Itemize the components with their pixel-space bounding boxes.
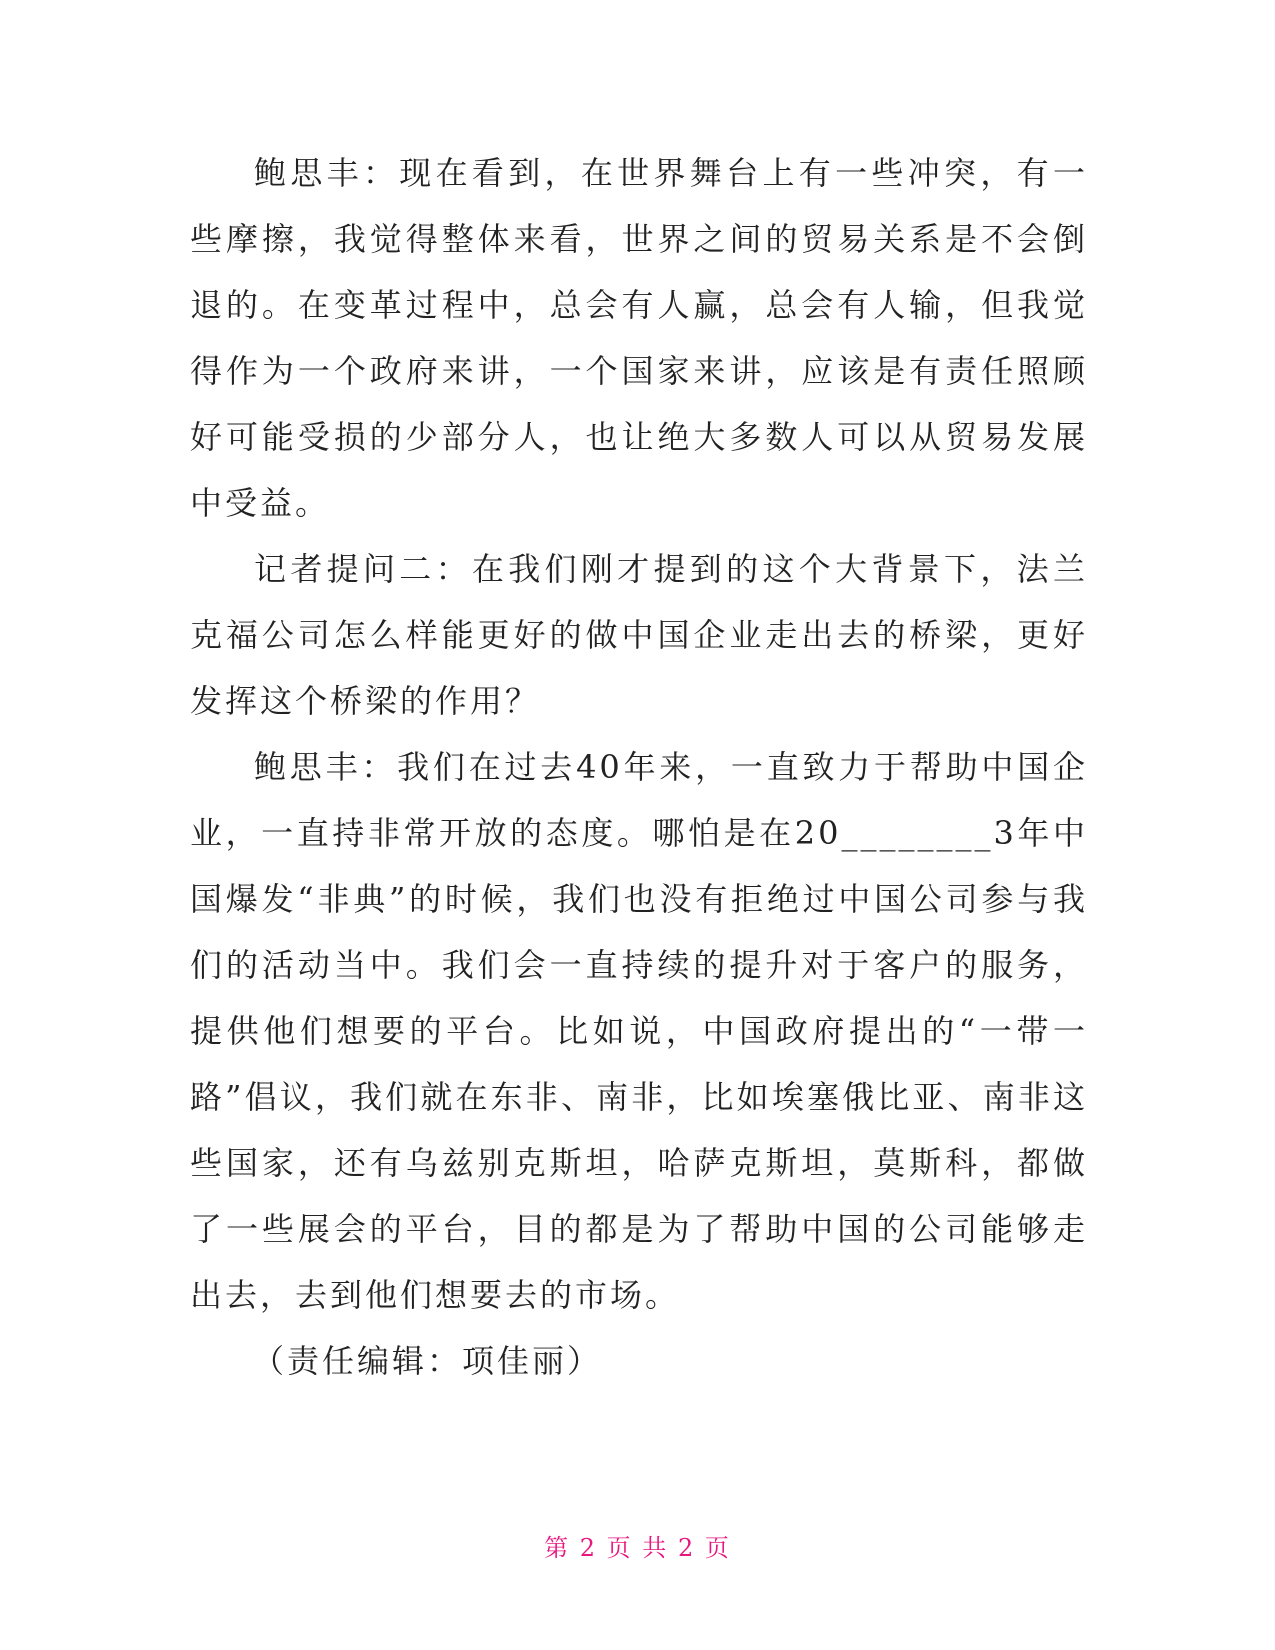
paragraph-answer-2: 鲍思丰：我们在过去40年来，一直致力于帮助中国企业，一直持非常开放的态度。哪怕是在20________3年中国爆发“非典”的时候，我们也没有拒绝过中国公司参与我们的活动当中。我们会一直持续的提升对于客户的服务，提供他们想要的平台。比如说，中国政府提出的“一带一路”倡议，我们就在东非、南非，比如埃塞俄比亚、南非这些国家，还有乌兹别克斯坦，哈萨克斯坦，莫斯科，都做了一些展会的平台，目的都是为了帮助中国的公司能够走出去，去到他们想要去的市场。 — [190, 748, 1088, 1314]
page-footer: 第 2 页 共 2 页 — [544, 1534, 731, 1562]
paragraph-question-2: 记者提问二：在我们刚才提到的这个大背景下，法兰克福公司怎么样能更好的做中国企业走出去的桥梁，更好发挥这个桥梁的作用？ — [190, 550, 1088, 720]
article-body — [190, 140, 1088, 1394]
paragraph-answer-1: 鲍思丰：现在看到，在世界舞台上有一些冲突，有一些摩擦，我觉得整体来看，世界之间的贸易关系是不会倒退的。在变革过程中，总会有人赢，总会有人输，但我觉得作为一个政府来讲，一个国家来讲，应该是有责任照顾好可能受损的少部分人，也让绝大多数人可以从贸易发展中受益。 — [190, 154, 1088, 522]
editor-note: （责任编辑：项佳丽） — [252, 1342, 603, 1380]
